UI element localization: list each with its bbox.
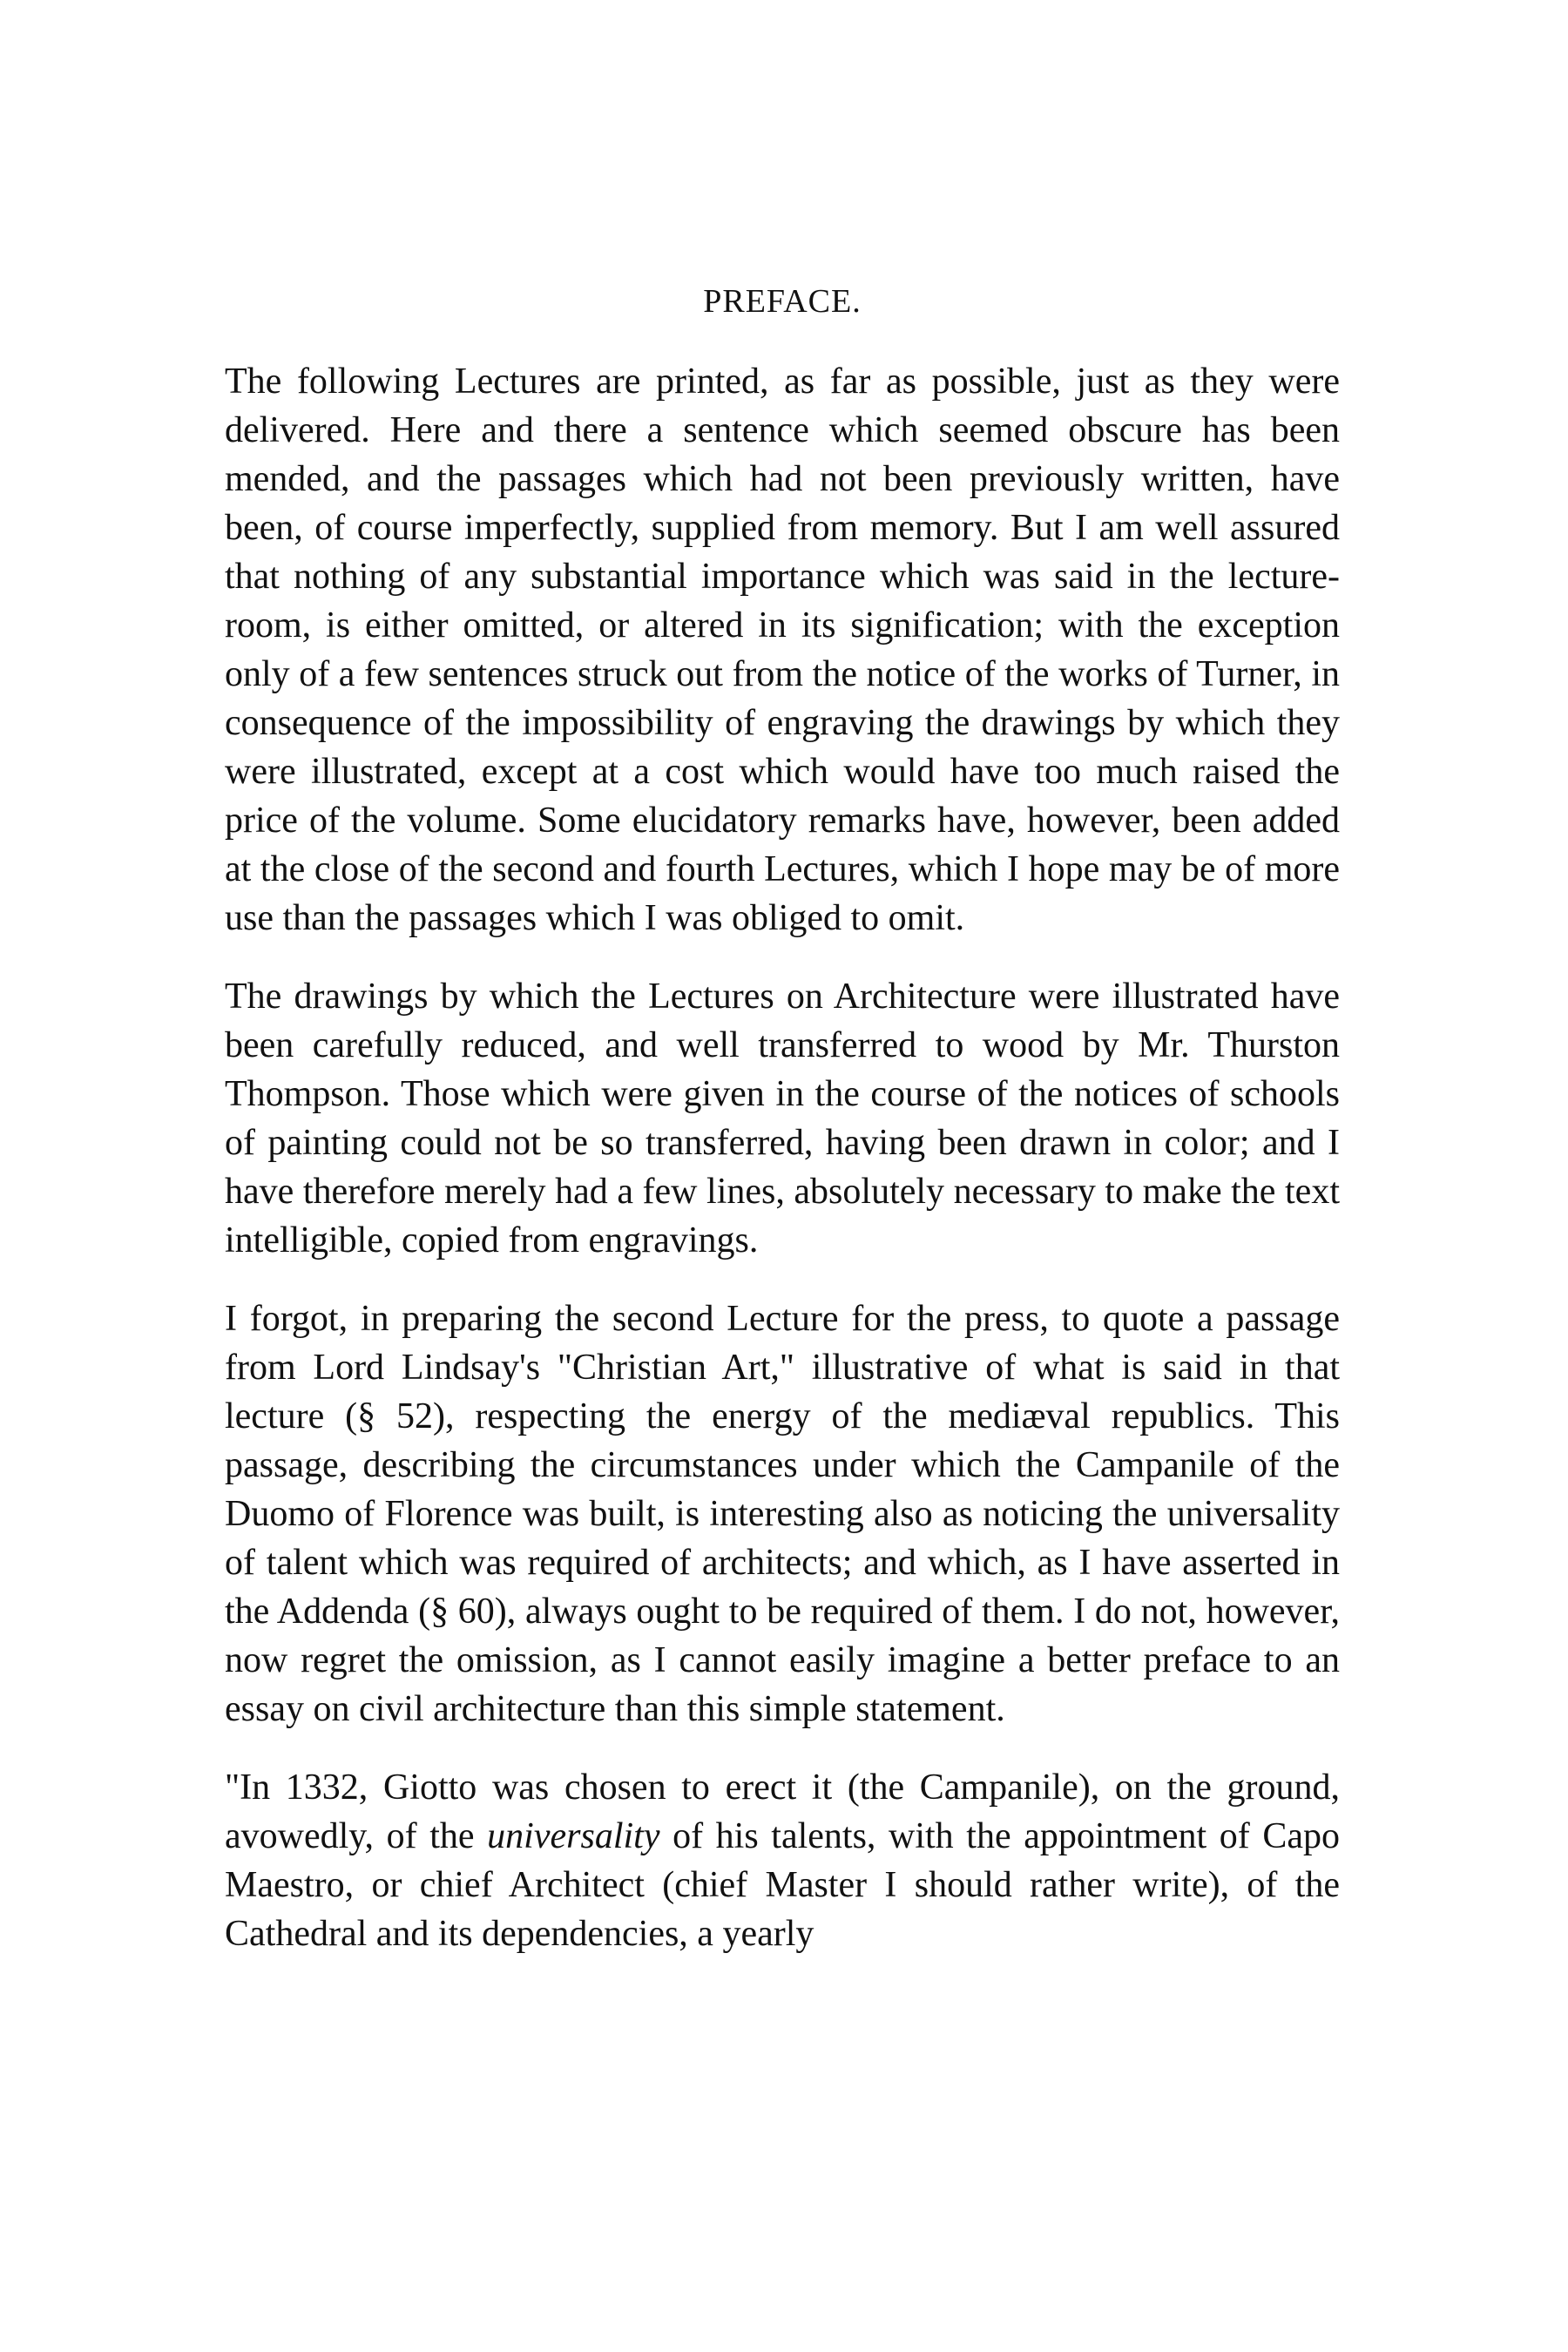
quote-text-before: "In 1332, Giotto was chosen to erect it (the Campanile), on the ground, avowedly, of the: [225, 1767, 1340, 1856]
paragraph-2: The drawings by which the Lectures on Architecture were illustrated have been carefully reduced, and well transferred to wood by Mr. Thurston Thompson. Those which were given in the course of the notices of schools of painting could not be so transferred, having been drawn in color; and I have therefore merely had a few lines, absolutely necessary to make the text intelligible, copied from engravings.: [225, 977, 1340, 1260]
paragraph-1: The following Lectures are printed, as far as possible, just as they were delivered. Here and there a sentence which seemed obscure has been mended, and the passages which had not been previously written, have been, of course imperfectly, supplied from memory. But I am well assured that nothing of any substantial importance which was said in the lecture-room, is either omitted, or altered in its signification; with the exception only of a few sentences struck out from the notice of the works of Turner, in consequence of the impossibility of engraving the drawings by which they were illustrated, except at a cost which would have too much raised the price of the volume. Some elucidatory remarks have, however, been added at the close of the second and fourth Lectures, which I hope may be of more use than the passages which I was obliged to omit.: [225, 362, 1340, 938]
paragraph-3: I forgot, in preparing the second Lecture for the press, to quote a passage from Lord Lindsay's "Christian Art," illustrative of what is said in that lecture (§ 52), respecting the energy of the mediæval republics. This passage, describing the circumstances under which the Campanile of the Duomo of Florence was built, is interesting also as noticing the universality of talent which was required of architects; and which, as I have asserted in the Addenda (§ 60), always ought to be required of them. I do not, however, now regret the omission, as I cannot easily imagine a better preface to an essay on civil architecture than this simple statement.: [225, 1299, 1340, 1729]
paragraph-4-quote: [225, 1763, 1340, 1958]
quote-emphasis: universality: [487, 1816, 660, 1856]
page-title: PREFACE.: [703, 283, 862, 320]
quote-text-after: of his talents, with the appointment of Capo Maestro, or chief Architect (chief Master I should rather write), of the Cathedral and its dependencies, a yearly: [225, 1816, 1341, 1954]
page: [225, 277, 1340, 1988]
